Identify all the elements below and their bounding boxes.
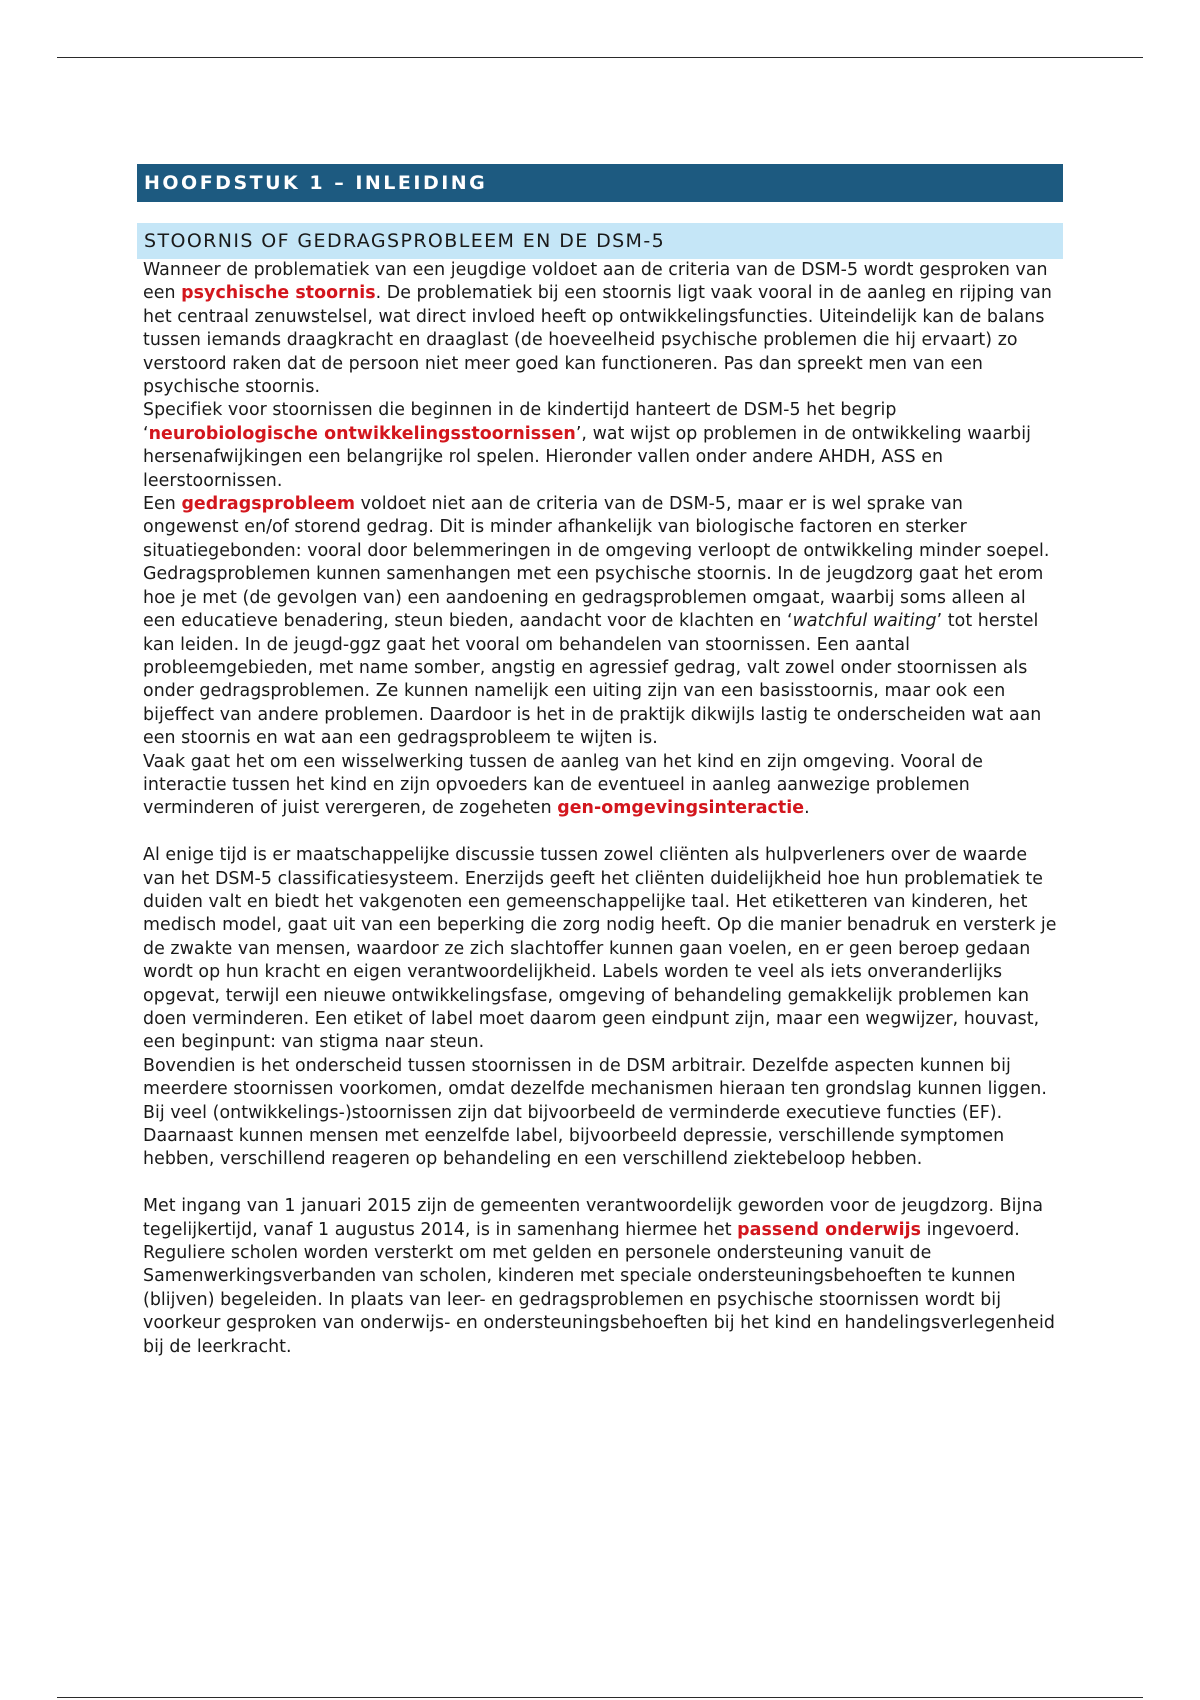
paragraph-text: ’ tot herstel kan leiden. In de jeugd-ggz gaat het vooral om behandelen van stoornissen. Een aantal probleemgebieden, met name somber, angstig en agressief gedrag, valt zowel onder stoornissen als onder gedragsproblemen. Ze kunnen namelijk een uiting zijn van een basisstoornis, maar ook een bijeffect van andere problemen. Daardoor is het in de praktijk dikwijls lastig te onderscheiden wat aan een stoornis en wat aan een gedragsprobleem te wijten is. bbox=[143, 611, 1042, 749]
keyword-neurobiologische-ontwikkelingsstoornissen: neurobiologische ontwikkelingsstoornissen bbox=[148, 423, 576, 444]
paragraph-text: ’, wat wijst op problemen in de ontwikkeling waarbij hersenafwijkingen een belangrijke rol spelen. Hieronder vallen onder andere AHDH, ASS en leerstoornissen. bbox=[143, 423, 1032, 491]
page-content bbox=[137, 164, 1063, 1359]
paragraph-dsm-discussie: Al enige tijd is er maatschappelijke discussie tussen zowel cliënten als hulpverleners over de waarde van het DSM-5 classificatiesysteem. Enerzijds geeft het cliënten duidelijkheid hoe hun problematiek te duiden valt en biedt het vakgenoten een gemeenschappelijke taal. Het etiketteren van kinderen, het medisch model, gaat uit van een beperking die zorg nodig heeft. Op die manier benadruk en versterk je de zwakte van mensen, waardoor ze zich slachtoffer kunnen gaan voelen, en er geen beroep gedaan wordt op hun kracht en eigen verantwoordelijkheid. Labels worden te veel als iets onveranderlijks opgevat, terwijl een nieuwe ontwikkelingsfase, omgeving of behandeling gemakkelijk problemen kan doen verminderen. Een etiket of label moet daarom geen eindpunt zijn, maar een wegwijzer, houvast, een beginpunt: van stigma naar steun. bbox=[143, 845, 1057, 1053]
paragraph-gedragsprobleem bbox=[143, 493, 1057, 750]
paragraph-text: Vaak gaat het om een wisselwerking tussen de aanleg van het kind en zijn omgeving. Vooral de interactie tussen het kind en zijn opvoeders kan de eventueel in aanleg aanwezige problemen verminderen of juist verergeren, de zogeheten bbox=[143, 751, 984, 819]
body-text bbox=[137, 259, 1063, 1359]
paragraph-gen-omgevingsinteractie bbox=[143, 751, 1057, 821]
paragraph-arbitrair: Bovendien is het onderscheid tussen stoornissen in de DSM arbitrair. Dezelfde aspecten kunnen bij meerdere stoornissen voorkomen, omdat dezelfde mechanismen hieraan ten grondslag kunnen liggen. Bij veel (ontwikkelings-)stoornissen zijn dat bijvoorbeeld de verminderde executieve functies (EF). Daarnaast kunnen mensen met eenzelfde label, bijvoorbeeld depressie, verschillende symptomen hebben, verschillend reageren op behandeling en een verschillend ziektebeloop hebben. bbox=[143, 1055, 1047, 1170]
keyword-gedragsprobleem: gedragsprobleem bbox=[181, 494, 356, 515]
paragraph-neurobiologische bbox=[143, 399, 1057, 493]
keyword-gen-omgevingsinteractie: gen-omgevingsinteractie bbox=[557, 798, 805, 819]
keyword-psychische-stoornis: psychische stoornis bbox=[181, 283, 376, 304]
italic-watchful-waiting: watchful waiting bbox=[792, 611, 937, 632]
page-top-rule bbox=[57, 57, 1143, 58]
paragraph-text: ingevoerd. Reguliere scholen worden versterkt om met gelden en personele ondersteuning vanuit de Samenwerkingsverbanden van scholen, kinderen met speciale ondersteuningsbehoeften te kunnen (blijven) begeleiden. In plaats van leer- en gedragsproblemen en psychische stoornissen wordt bij voorkeur gesproken van onderwijs- en ondersteuningsbehoeften bij het kind en handelingsverlegenheid bij de leerkracht. bbox=[143, 1219, 1055, 1357]
section-heading: STOORNIS OF GEDRAGSPROBLEEM EN DE DSM-5 bbox=[137, 223, 1063, 259]
chapter-heading: HOOFDSTUK 1 – INLEIDING bbox=[137, 164, 1063, 202]
paragraph-text: Een bbox=[143, 494, 182, 515]
keyword-passend-onderwijs: passend onderwijs bbox=[737, 1219, 922, 1240]
paragraph-text: voldoet niet aan de criteria van de DSM-5, maar er is wel sprake van ongewenst en/of storend gedrag. Dit is minder afhankelijk van biologische factoren en sterker situatiegebonden: vooral door belemmeringen in de omgeving verloopt de ontwikkeling minder soepel. Gedragsproblemen kunnen samenhangen met een psychische stoornis. In de jeugdzorg gaat het erom hoe je met (de gevolgen van) een aandoening en gedragsproblemen omgaat, waarbij soms alleen al een educatieve benadering, steun bieden, aandacht voor de klachten en ‘ bbox=[143, 494, 1050, 632]
paragraph-text: . De problematiek bij een stoornis ligt vaak vooral in de aanleg en rijping van het centraal zenuwstelsel, wat direct invloed heeft op ontwikkelingsfuncties. Uiteindelijk kan de balans tussen iemands draagkracht en draaglast (de hoeveelheid psychische problemen die hij ervaart) zo verstoord raken dat de persoon niet meer goed kan functioneren. Pas dan spreekt men van een psychische stoornis. bbox=[143, 283, 1053, 398]
paragraph-text: Specifiek voor stoornissen die beginnen in de kindertijd hanteert de DSM-5 het begrip ‘ bbox=[143, 400, 897, 444]
paragraph-psychische-stoornis bbox=[143, 259, 1057, 399]
paragraph-text: . bbox=[804, 798, 810, 819]
paragraph-passend-onderwijs bbox=[143, 1195, 1057, 1359]
paragraph-text: Wanneer de problematiek van een jeugdige voldoet aan de criteria van de DSM-5 wordt gesproken van een bbox=[143, 260, 1048, 304]
page-bottom-rule bbox=[57, 1697, 1143, 1698]
paragraph-text: Met ingang van 1 januari 2015 zijn de gemeenten verantwoordelijk geworden voor de jeugdzorg. Bijna tegelijkertijd, vanaf 1 augustus 2014, is in samenhang hiermee het bbox=[143, 1196, 1044, 1240]
